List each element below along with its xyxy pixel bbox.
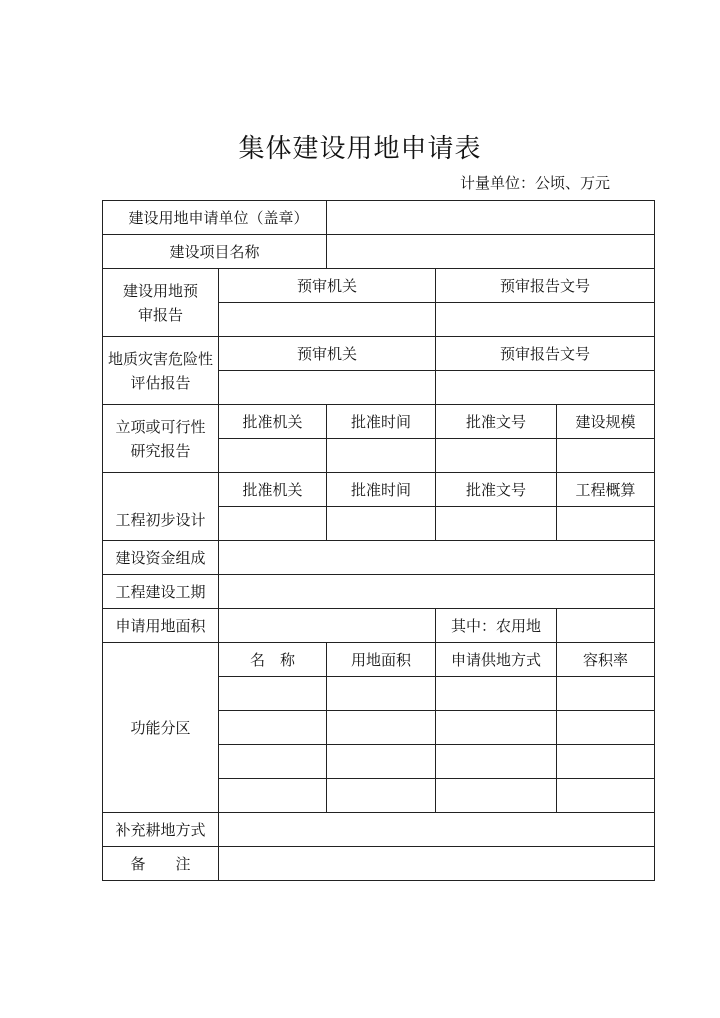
field-feasibility-docno[interactable] [436,439,557,473]
label-period: 工程建设工期 [103,575,219,609]
field-zone-name[interactable] [219,779,327,813]
header-feasibility-date: 批准时间 [327,405,436,439]
field-zone-supply[interactable] [436,711,557,745]
row-prereview-header [103,269,655,303]
field-zone-supply[interactable] [436,779,557,813]
field-zone-area[interactable] [327,677,436,711]
page-title: 集体建设用地申请表 [238,134,482,164]
field-zone-area[interactable] [327,745,436,779]
field-zone-name[interactable] [219,677,327,711]
header-geohazard-authority: 预审机关 [219,337,436,371]
field-zone-far[interactable] [557,677,655,711]
row-zones-header [103,643,655,677]
field-zone-far[interactable] [557,745,655,779]
header-zone-name: 名 称 [219,643,327,677]
field-zone-far[interactable] [557,711,655,745]
field-design-date[interactable] [327,507,436,541]
header-zone-supply: 申请供地方式 [436,643,557,677]
field-applicant[interactable] [327,201,655,235]
label-farmland: 其中：农用地 [436,609,557,643]
label-geohazard: 地质灾害危险性评估报告 [103,337,219,405]
field-zone-name[interactable] [219,711,327,745]
label-compensation: 补充耕地方式 [103,813,219,847]
field-zone-far[interactable] [557,779,655,813]
row-project-name [103,235,655,269]
label-applicant: 建设用地申请单位（盖章） [103,201,327,235]
label-project-name: 建设项目名称 [103,235,327,269]
header-design-budget: 工程概算 [557,473,655,507]
field-farmland[interactable] [557,609,655,643]
field-geohazard-authority[interactable] [219,371,436,405]
header-feasibility-scale: 建设规模 [557,405,655,439]
header-zone-area: 用地面积 [327,643,436,677]
field-zone-area[interactable] [327,711,436,745]
row-funding [103,541,655,575]
field-remarks[interactable] [219,847,655,881]
unit-note: 计量单位：公顷、万元 [459,174,610,192]
field-compensation[interactable] [219,813,655,847]
field-zone-supply[interactable] [436,677,557,711]
field-feasibility-authority[interactable] [219,439,327,473]
row-design-header [103,473,655,507]
header-prereview-docno: 预审报告文号 [436,269,655,303]
field-design-authority[interactable] [219,507,327,541]
field-funding[interactable] [219,541,655,575]
header-design-date: 批准时间 [327,473,436,507]
header-design-authority: 批准机关 [219,473,327,507]
field-geohazard-docno[interactable] [436,371,655,405]
header-feasibility-authority: 批准机关 [219,405,327,439]
header-zone-far: 容积率 [557,643,655,677]
field-design-budget[interactable] [557,507,655,541]
field-zone-supply[interactable] [436,745,557,779]
header-prereview-authority: 预审机关 [219,269,436,303]
field-area[interactable] [219,609,436,643]
row-area [103,609,655,643]
label-area: 申请用地面积 [103,609,219,643]
field-feasibility-date[interactable] [327,439,436,473]
field-prereview-docno[interactable] [436,303,655,337]
row-compensation [103,813,655,847]
label-design: 工程初步设计 [103,473,219,541]
field-prereview-authority[interactable] [219,303,436,337]
application-form [102,200,655,881]
label-prereview: 建设用地预审报告 [103,269,219,337]
field-period[interactable] [219,575,655,609]
row-geohazard-header [103,337,655,371]
header-geohazard-docno: 预审报告文号 [436,337,655,371]
label-feasibility: 立项或可行性研究报告 [103,405,219,473]
field-project-name[interactable] [327,235,655,269]
label-zones: 功能分区 [103,643,219,813]
row-applicant [103,201,655,235]
header-feasibility-docno: 批准文号 [436,405,557,439]
field-design-docno[interactable] [436,507,557,541]
field-feasibility-scale[interactable] [557,439,655,473]
header-design-docno: 批准文号 [436,473,557,507]
field-zone-area[interactable] [327,779,436,813]
label-remarks: 备 注 [103,847,219,881]
row-period [103,575,655,609]
row-remarks [103,847,655,881]
row-feasibility-header [103,405,655,439]
field-zone-name[interactable] [219,745,327,779]
label-funding: 建设资金组成 [103,541,219,575]
